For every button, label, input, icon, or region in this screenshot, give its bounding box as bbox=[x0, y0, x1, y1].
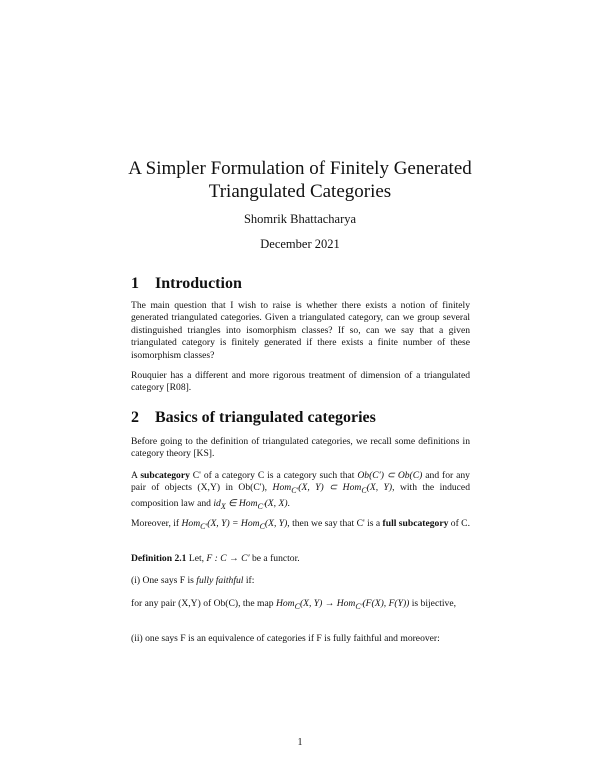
section-number: 1 bbox=[131, 275, 139, 292]
paragraph-bijective-map: for any pair (X,Y) of Ob(C), the map Hom$_C$(X, Y) → Hom$_{C'}$(F(X), F(Y)) is bijective, bbox=[131, 598, 456, 611]
paragraph-fully-faithful: (i) One says F is fully faithful if: bbox=[131, 575, 255, 586]
math-identity: $id_X$ ∈ Hom$_{C'}$(X, X) bbox=[213, 497, 288, 511]
paragraph-rouquier: Rouquier has a different and more rigorous treatment of dimension of a triangulated category [R08]. bbox=[131, 370, 470, 394]
section-heading-basics bbox=[131, 409, 376, 427]
author: Shomrik Bhattacharya bbox=[243, 212, 357, 226]
section-title: Basics of triangulated categories bbox=[155, 409, 376, 426]
paragraph-subcategory: A subcategory C' of a category C is a category such that Ob(C′) ⊂ Ob(C) and for any pair of objects (X,Y) in Ob(C'), Hom$_{C'}$(X, Y) ⊂ Hom$_C$(X, Y), with the induced composition law and $id_X$ ∈ Hom$_{C'}$(X, X). bbox=[131, 470, 470, 511]
math-ob-inclusion: Ob(C′) ⊂ Ob(C) bbox=[357, 470, 423, 481]
page-number: 1 bbox=[297, 737, 303, 748]
section-heading-introduction bbox=[131, 275, 242, 293]
section-number: 2 bbox=[131, 409, 139, 426]
paragraph-equivalence: (ii) one says F is an equivalence of categories if F is fully faithful and moreover: bbox=[131, 633, 440, 644]
definition-label: Definition 2.1 bbox=[131, 553, 187, 564]
date: December 2021 bbox=[260, 237, 340, 251]
section-title: Introduction bbox=[155, 275, 242, 292]
math-hom-equality: Hom$_{C'}$(X, Y) = Hom$_C$(X, Y) bbox=[181, 518, 288, 531]
math-hom-inclusion: Hom$_{C'}$(X, Y) ⊂ Hom$_C$(X, Y) bbox=[272, 482, 393, 496]
paragraph-full-subcategory: Moreover, if Hom$_{C'}$(X, Y) = Hom$_C$(X, Y), then we say that C' is a full subcategory of C. bbox=[131, 518, 470, 531]
math-hom-map: Hom$_C$(X, Y) → Hom$_{C'}$(F(X), F(Y)) bbox=[275, 598, 410, 611]
definition-2-1: Definition 2.1 Let, F : C → C′ be a functor. bbox=[131, 553, 300, 564]
term-fully-faithful: fully faithful bbox=[196, 575, 244, 586]
title-line-2: Triangulated Categories bbox=[208, 181, 392, 202]
term-subcategory: subcategory bbox=[140, 470, 190, 481]
title-line-1: A Simpler Formulation of Finitely Generated bbox=[128, 158, 472, 179]
paper-title bbox=[100, 157, 500, 203]
term-full-subcategory: full subcategory bbox=[382, 518, 449, 529]
paragraph-definitions-intro: Before going to the definition of triangulated categories, we recall some definitions in category theory [KS]. bbox=[131, 436, 470, 460]
math-functor: F : C → C′ bbox=[206, 553, 250, 564]
paragraph-intro-question: The main question that I wish to raise is whether there exists a notion of finitely generated triangulated categories. Given a triangulated category, can we group several distinguished triangles into isomorphism classes? If so, can we say that a given triangulated category is finitely generated if there exists a finite number of these isomorphism classes? bbox=[131, 300, 470, 361]
